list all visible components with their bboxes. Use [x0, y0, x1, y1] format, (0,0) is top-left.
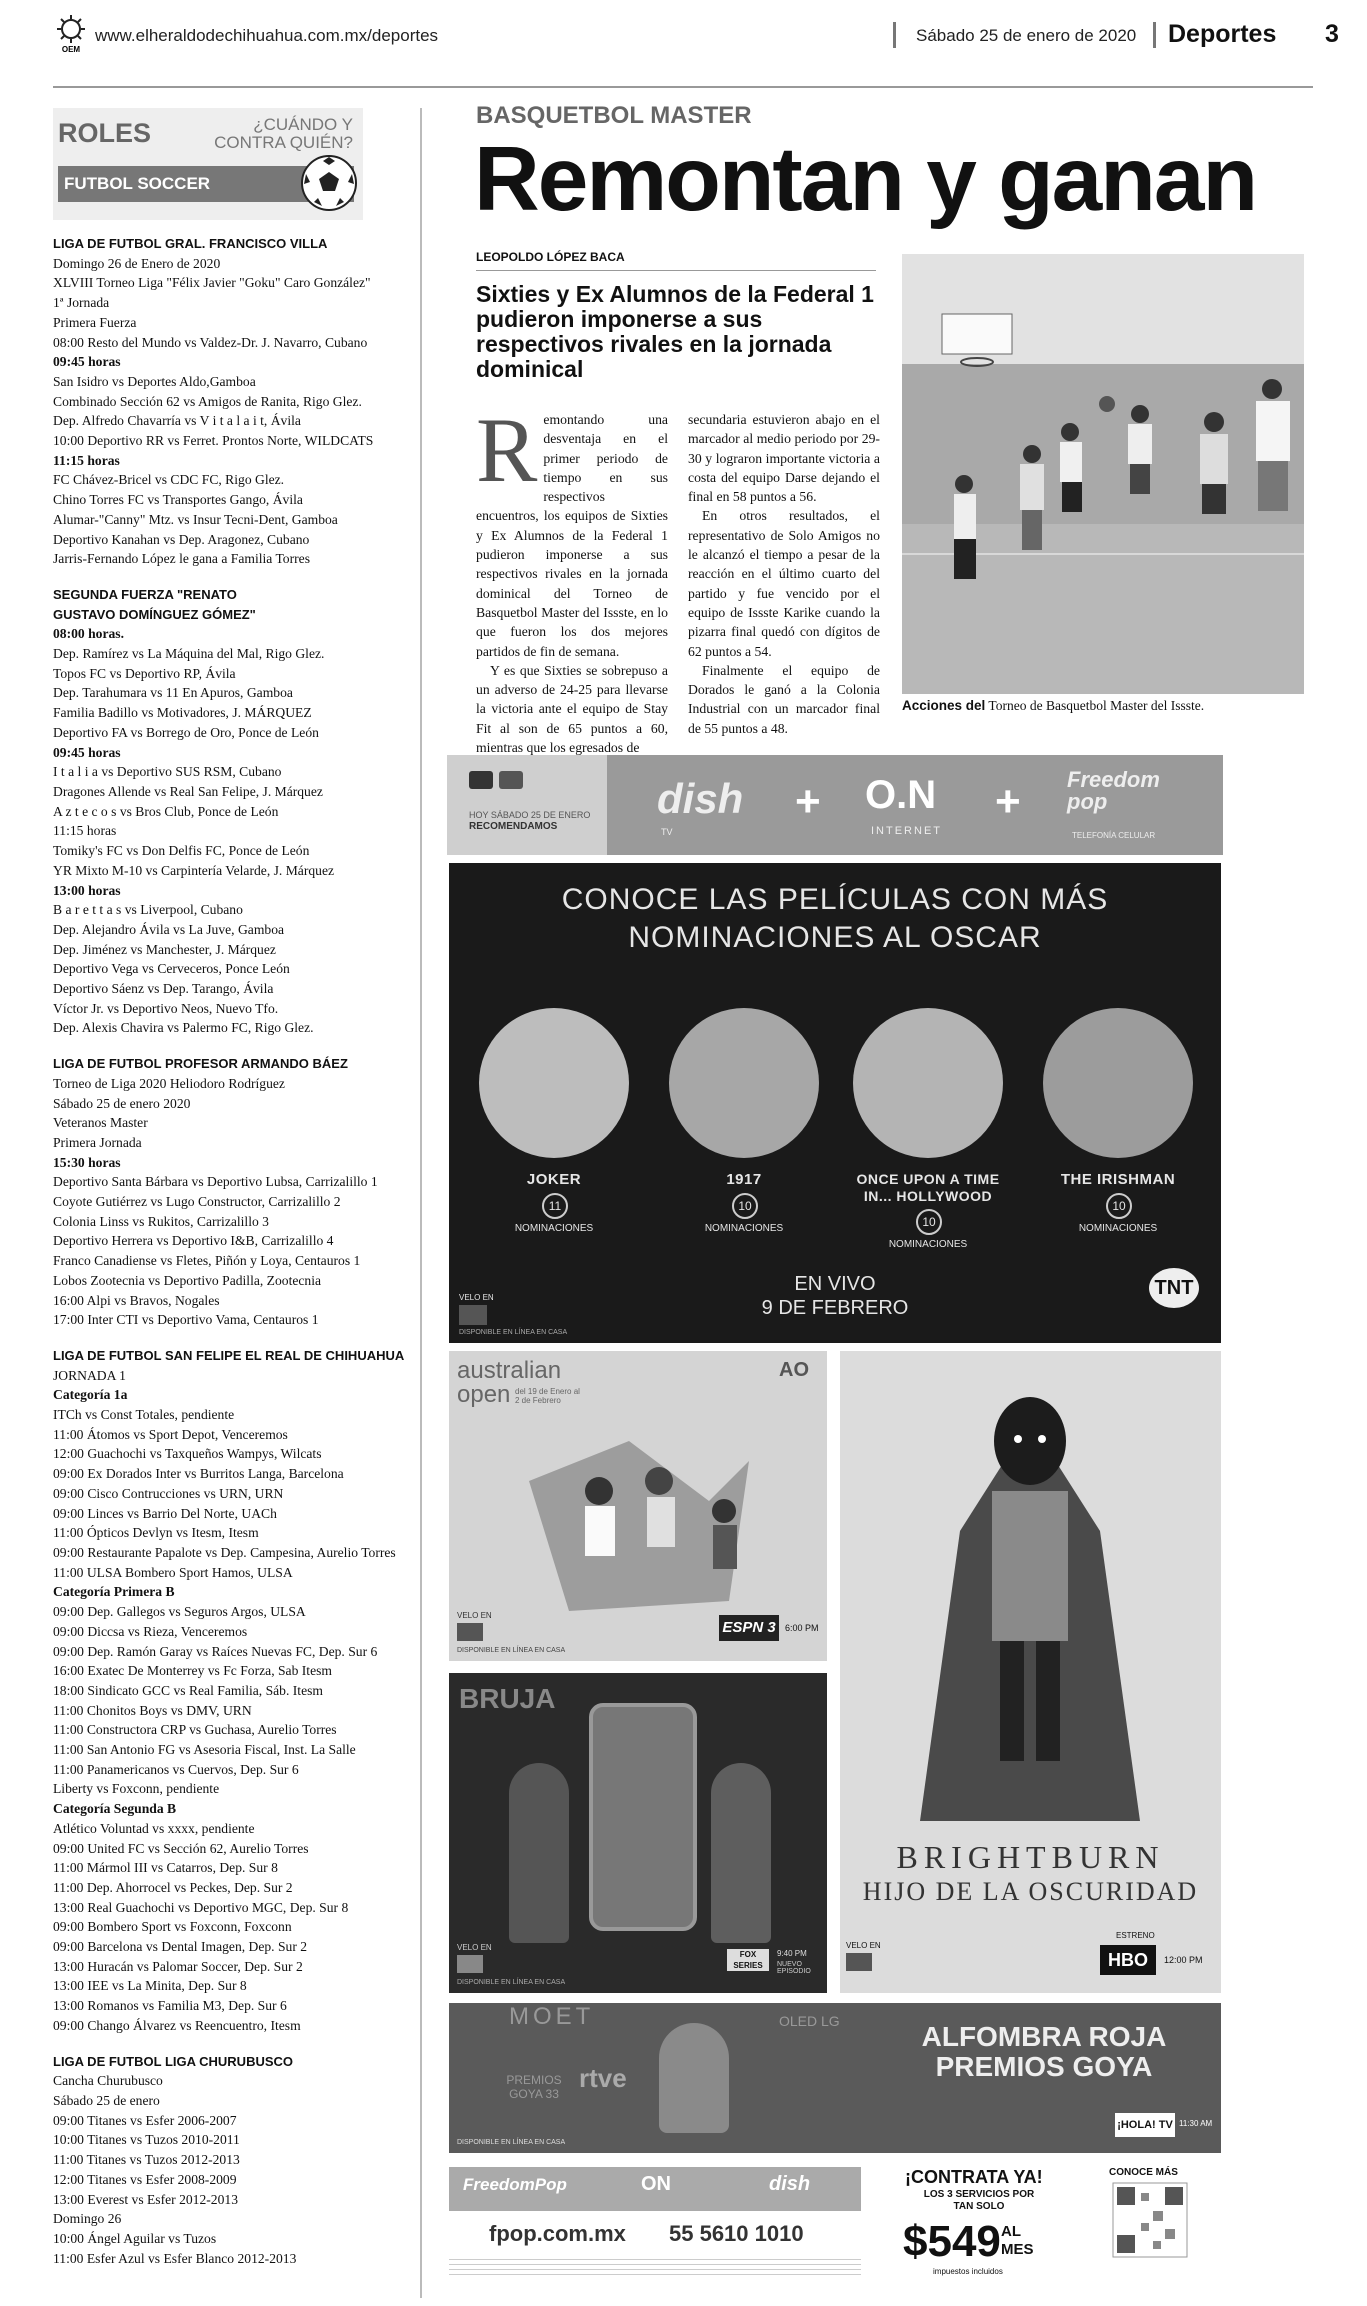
- match-line: 11:00 Dep. Ahorrocel vs Peckes, Dep. Sur 2: [53, 1879, 293, 1895]
- match-line: 10:00 Titanes vs Tuzos 2010-2011: [53, 2132, 240, 2148]
- tennis-players-illustration: [509, 1421, 769, 1621]
- oscar-title-1: CONOCE LAS PELÍCULAS CON MÁS: [561, 883, 1109, 916]
- oem-logo-icon: [53, 14, 89, 54]
- match-line: 18:00 Sindicato GCC vs Real Familia, Sáb. Itesm: [53, 1682, 323, 1698]
- on-brand: O.N: [865, 773, 937, 817]
- match-line: FC Chávez-Bricel vs CDC FC, Rigo Glez.: [53, 472, 285, 488]
- oscar-title-2: NOMINACIONES AL OSCAR: [628, 921, 1042, 954]
- match-line: 09:00 Diccsa vs Rieza, Venceremos: [53, 1623, 248, 1639]
- photo-caption: [902, 698, 1204, 714]
- divider: [893, 22, 896, 48]
- time-heading: 09:45 horas: [53, 354, 121, 370]
- match-line: 11:00 Chonitos Boys vs DMV, URN: [53, 1702, 252, 1718]
- freedompop-brand-sub: TELEFONÍA CELULAR: [1072, 831, 1156, 840]
- issue-date: Sábado 25 de enero de 2020: [916, 26, 1137, 45]
- page-number: 3: [1325, 20, 1339, 48]
- match-line: 09:00 Cisco Contrucciones vs URN, URN: [53, 1485, 284, 1501]
- espn3-logo: ESPN 3: [719, 1615, 779, 1641]
- on-logo-icon: [499, 771, 523, 789]
- nomination-label: NOMINACIONES: [704, 1223, 784, 1234]
- match-line: Deportivo Kanahan vs Dep. Aragonez, Cubano: [53, 531, 310, 547]
- tnt-logo: TNT: [1149, 1268, 1199, 1308]
- league-heading: LIGA DE FUTBOL LIGA CHURUBUSCO: [53, 2053, 294, 2069]
- article-kicker: BASQUETBOL MASTER: [476, 102, 752, 129]
- 1917-portrait: [669, 1008, 819, 1158]
- goya-title-1: ALFOMBRA ROJA: [921, 2021, 1167, 2052]
- cta-mes: MES: [1001, 2241, 1034, 2258]
- plus-icon: +: [995, 777, 1021, 826]
- match-line: Domingo 26: [53, 2211, 122, 2227]
- joker-portrait: [479, 1008, 629, 1158]
- match-line: 09:00 Chango Álvarez vs Reencuentro, Itesm: [53, 2017, 301, 2033]
- time-heading: Categoría Segunda B: [53, 1801, 177, 1817]
- league-heading: LIGA DE FUTBOL PROFESOR ARMANDO BÁEZ: [53, 1056, 348, 1072]
- espn3-time: 6:00 PM: [785, 1623, 819, 1633]
- match-line: 11:00 Esfer Azul vs Esfer Blanco 2012-2013: [53, 2250, 297, 2266]
- dish-small-logo-icon: [457, 1623, 483, 1641]
- match-line: 13:00 IEE vs La Minita, Dep. Sur 8: [53, 1978, 247, 1994]
- match-line: JORNADA 1: [53, 1367, 126, 1383]
- brightburn-promo: [840, 1351, 1221, 1993]
- match-line: Tomiky's FC vs Don Delfis FC, Ponce de León: [53, 843, 310, 859]
- header-rule: [53, 86, 1313, 88]
- conoce-mas: CONOCE MÁS: [1109, 2167, 1178, 2178]
- goya-title-2: PREMIOS GOYA: [935, 2051, 1153, 2082]
- fine-print: [449, 2255, 861, 2275]
- match-line: 13:00 Everest vs Esfer 2012-2013: [53, 2191, 238, 2207]
- match-line: 1ª Jornada: [53, 295, 110, 311]
- match-line: 13:00 Huracán vs Palomar Soccer, Dep. Sur 2: [53, 1958, 303, 1974]
- caption-text: Torneo de Basquetbol Master del Issste.: [985, 698, 1205, 713]
- live-date: 9 DE FEBRERO: [761, 1297, 909, 1319]
- match-line: 11:00 Panamericanos vs Cuervos, Dep. Sur 6: [53, 1761, 299, 1777]
- match-line: Deportivo Santa Bárbara vs Deportivo Lubsa, Carrizalillo 1: [53, 1174, 378, 1190]
- match-line: 09:00 Dep. Gallegos vs Seguros Argos, ULSA: [53, 1604, 306, 1620]
- ao-title-1: australian: [457, 1357, 562, 1384]
- match-line: Deportivo Vega vs Cerveceros, Ponce León: [53, 961, 290, 977]
- plus-icon: +: [795, 777, 821, 826]
- match-line: Coyote Gutiérrez vs Lugo Constructor, Carrizalillo 2: [53, 1194, 341, 1210]
- match-line: 13:00 Real Guachochi vs Deportivo MGC, Dep. Sur 8: [53, 1899, 349, 1915]
- velo-en: VELO EN: [846, 1941, 881, 1950]
- article-body-col2: [688, 410, 880, 738]
- match-line: 17:00 Inter CTI vs Deportivo Vama, Centauros 1: [53, 1312, 319, 1328]
- qr-code-icon[interactable]: [1113, 2183, 1187, 2257]
- match-line: Torneo de Liga 2020 Heliodoro Rodríguez: [53, 1075, 285, 1091]
- match-line: Familia Badillo vs Motivadores, J. MÁRQUEZ: [53, 705, 312, 721]
- match-line: 11:00 Constructora CRP vs Guchasa, Aurelio Torres: [53, 1722, 337, 1738]
- match-line: I t a l i a vs Deportivo SUS RSM, Cubano: [53, 764, 282, 780]
- match-line: Topos FC vs Deportivo RP, Ávila: [53, 665, 236, 681]
- nomination-label: NOMINACIONES: [888, 1239, 968, 1250]
- time-heading: 11:15 horas: [53, 452, 120, 468]
- hola-tv-logo: ¡HOLA! TV: [1115, 2113, 1175, 2137]
- hollywood-portrait: [853, 1008, 1003, 1158]
- match-line: 09:00 Bombero Sport vs Foxconn, Foxconn: [53, 1919, 292, 1935]
- match-line: 10:00 Ángel Aguilar vs Tuzos: [53, 2230, 217, 2246]
- paragraph: En otros resultados, el representativo de Solo Amigos no le alcanzó el tiempo a pesar de la reacción en el último cuarto del partido y fue vencido por el equipo de Issste Karike cuando la pizarra final quedó con dígitos de 62 puntos a 54.: [688, 508, 880, 659]
- match-line: 10:00 Deportivo RR vs Ferret. Prontos Norte, WILDCATS: [53, 433, 374, 449]
- fox-time: 9:40 PM: [777, 1949, 807, 1958]
- match-line: Atlético Voluntad vs xxxx, pendiente: [53, 1820, 255, 1836]
- roles-title: ROLES: [58, 118, 152, 148]
- time-heading: 15:30 horas: [53, 1154, 121, 1170]
- article-subhead: Sixties y Ex Alumnos de la Federal 1 pudieron imponerse a sus respectivos rivales en la jornada dominical: [476, 281, 874, 382]
- hola-time: 11:30 AM: [1179, 2119, 1213, 2128]
- dish-logo-icon: [469, 771, 493, 789]
- match-line: YR Mixto M-10 vs Carpintería Velarde, J. Márquez: [53, 862, 335, 878]
- match-line: 16:00 Alpi vs Bravos, Nogales: [53, 1292, 220, 1308]
- website[interactable]: fpop.com.mx: [489, 2221, 626, 2246]
- time-heading: Categoría 1a: [53, 1387, 128, 1403]
- actress-portrait: [659, 2023, 729, 2133]
- nomination-label: NOMINACIONES: [514, 1223, 594, 1234]
- velo-en: VELO EN: [459, 1293, 494, 1302]
- match-line: Víctor Jr. vs Deportivo Neos, Nuevo Tfo.: [53, 1000, 279, 1016]
- goya-bg-text: OLED LG: [779, 2013, 840, 2029]
- woman-figure-right: [711, 1763, 771, 1943]
- paragraph: Finalmente el equipo de Dorados le ganó a la Colonia Industrial con un marcador final de 55 puntos a 48.: [688, 662, 880, 736]
- roles-header: [53, 108, 363, 220]
- time-heading: 08:00 horas.: [53, 626, 124, 642]
- ao-logo: AO: [779, 1359, 809, 1381]
- estreno-label: ESTRENO: [1116, 1931, 1155, 1940]
- league-heading: GUSTAVO DOMÍNGUEZ GÓMEZ": [53, 606, 256, 622]
- movie-title: ONCE UPON A TIME IN... HOLLYWOOD: [856, 1171, 1000, 1204]
- match-line: 11:00 Titanes vs Tuzos 2012-2013: [53, 2152, 240, 2168]
- match-line: 11:00 Átomos vs Sport Depot, Venceremos: [53, 1426, 288, 1442]
- match-line: B a r e t t a s vs Liverpool, Cubano: [53, 902, 243, 918]
- linea-label: DISPONIBLE EN LÍNEA EN CASA: [457, 2139, 566, 2146]
- oscar-promo: [449, 863, 1221, 1343]
- match-line: Dep. Jiménez vs Manchester, J. Márquez: [53, 941, 276, 957]
- velo-en: VELO EN: [457, 1611, 492, 1620]
- match-line: 09:00 Linces vs Barrio Del Norte, UACh: [53, 1505, 277, 1521]
- movie-title: 1917: [726, 1171, 762, 1188]
- fox-episode: NUEVO EPISODIO: [777, 1961, 811, 1975]
- match-line: Franco Canadiense vs Fletes, Piñón y Loya, Centauros 1: [53, 1253, 361, 1269]
- match-line: A z t e c o s vs Bros Club, Ponce de León: [53, 803, 279, 819]
- live-label: EN VIVO: [794, 1273, 876, 1295]
- dish-small-logo-icon: [459, 1305, 487, 1325]
- match-line: 13:00 Romanos vs Familia M3, Dep. Sur 6: [53, 1998, 287, 2014]
- match-line: 08:00 Resto del Mundo vs Valdez-Dr. J. Navarro, Cubano: [53, 334, 368, 350]
- match-line: Dep. Alejandro Ávila vs La Juve, Gamboa: [53, 921, 285, 937]
- article-body-col1: [476, 399, 668, 757]
- match-line: Colonia Linss vs Rukitos, Carrizalillo 3: [53, 1213, 269, 1229]
- match-line: 11:00 Mármol III vs Catarros, Dep. Sur 8: [53, 1860, 278, 1876]
- dish-brand-sub: TV: [661, 827, 673, 837]
- on-small: ON: [641, 2173, 671, 2195]
- ad-date: HOY SÁBADO 25 DE ENERO: [469, 810, 591, 820]
- match-line: 09:00 Dep. Ramón Garay vs Raíces Nuevas FC, Dep. Sur 6: [53, 1643, 378, 1659]
- article-headline: Remontan y ganan: [474, 129, 1257, 230]
- bruja-title: BRUJA: [459, 1683, 556, 1714]
- match-line: Deportivo FA vs Borrego de Oro, Ponce de León: [53, 724, 319, 740]
- league-heading: LIGA DE FUTBOL GRAL. FRANCISCO VILLA: [53, 236, 328, 251]
- match-line: Sábado 25 de enero 2020: [53, 1095, 191, 1111]
- roles-column: [53, 108, 405, 2298]
- match-line: ITCh vs Const Totales, pendiente: [53, 1407, 235, 1423]
- linea-label: DISPONIBLE EN LÍNEA EN CASA: [457, 1979, 566, 1986]
- bruja-promo: [449, 1673, 827, 1993]
- match-line: 11:00 Ópticos Devlyn vs Itesm, Itesm: [53, 1525, 259, 1541]
- australian-open-promo: [449, 1351, 827, 1661]
- nomination-label: NOMINACIONES: [1078, 1223, 1158, 1234]
- match-line: 09:00 United FC vs Sección 62, Aurelio Torres: [53, 1840, 309, 1856]
- ao-title-2: open: [457, 1381, 511, 1408]
- basketball-photo: [902, 254, 1304, 694]
- phone-illustration: [589, 1703, 697, 1931]
- soccer-ball-icon: [300, 154, 358, 212]
- dish-small: dish: [769, 2173, 811, 2195]
- match-line: Dep. Alexis Chavira vs Palermo FC, Rigo Glez.: [53, 1020, 314, 1036]
- logo-text: OEM: [61, 45, 81, 54]
- contract-bar: [449, 2163, 1221, 2281]
- irishman-portrait: [1043, 1008, 1193, 1158]
- match-line: Jarris-Fernando López le gana a Familia Torres: [53, 551, 310, 567]
- dish-small-logo-icon: [846, 1953, 872, 1971]
- match-line: Dragones Allende vs Real San Felipe, J. Márquez: [53, 783, 323, 799]
- hbo-time: 12:00 PM: [1164, 1955, 1203, 1965]
- linea-label: DISPONIBLE EN LÍNEA EN CASA: [459, 1329, 568, 1336]
- fox-series-logo: FOX SERIES: [727, 1949, 769, 1971]
- section-name: Deportes: [1168, 20, 1277, 48]
- match-line: Primera Jornada: [53, 1134, 142, 1150]
- nomination-count: 11: [542, 1193, 568, 1219]
- cta-al: AL: [1001, 2223, 1021, 2240]
- goya-bg-text: PREMIOS GOYA 33: [506, 2073, 562, 2101]
- match-line: 11:15 horas: [53, 823, 117, 839]
- linea-label: DISPONIBLE EN LÍNEA EN CASA: [457, 1647, 566, 1654]
- cta-title: ¡CONTRATA YA!: [905, 2167, 1043, 2187]
- match-line: Lobos Zootecnia vs Deportivo Padilla, Zootecnia: [53, 1272, 322, 1288]
- column-rule: [420, 108, 422, 2298]
- article-byline: LEOPOLDO LÓPEZ BACA: [476, 250, 625, 264]
- match-line: 09:00 Barcelona vs Dental Imagen, Dep. Sur 2: [53, 1939, 308, 1955]
- match-line: 09:00 Titanes vs Esfer 2006-2007: [53, 2112, 237, 2128]
- match-line: Veteranos Master: [53, 1115, 148, 1131]
- match-line: Dep. Ramírez vs La Máquina del Mal, Rigo Glez.: [53, 646, 325, 662]
- match-line: XLVIII Torneo Liga "Félix Javier "Goku" Caro González": [53, 275, 371, 291]
- paragraph: emontando una desventaja en el primer periodo de tiempo en sus respectivos encuentros, los equipos de Sixties y Ex Alumnos de la Federal 1 pudieron imponerse a sus respectivos rivales en la jornada dominical del Torneo de Basquetbol Master del Issste, en lo que fueron los dos mejores partidos de fin de semana.: [476, 412, 668, 659]
- freedompop-small: FreedomPop: [463, 2175, 567, 2194]
- roles-question: ¿CUÁNDO Y CONTRA QUIÉN?: [214, 115, 353, 152]
- phone-number[interactable]: 55 5610 1010: [669, 2221, 804, 2246]
- match-line: 11:00 ULSA Bombero Sport Hamos, ULSA: [53, 1564, 293, 1580]
- ad-banner-top: [447, 755, 1223, 855]
- advertisement: [445, 753, 1233, 2283]
- nomination-count: 10: [1106, 1193, 1132, 1219]
- ao-dates: del 19 de Enero al 2 de Febrero: [515, 1387, 580, 1405]
- brightburn-subtitle: HIJO DE LA OSCURIDAD: [862, 1877, 1199, 1906]
- cta-subtitle: LOS 3 SERVICIOS POR TAN SOLO: [923, 2189, 1035, 2212]
- match-line: 09:00 Ex Dorados Inter vs Burritos Langa, Barcelona: [53, 1466, 344, 1482]
- time-heading: 13:00 horas: [53, 882, 121, 898]
- match-line: 16:00 Exatec De Monterrey vs Fc Forza, Sab Itesm: [53, 1663, 332, 1679]
- woman-figure-left: [509, 1763, 569, 1943]
- cta-tax: impuestos incluidos: [933, 2267, 1003, 2276]
- goya-bg-text: rtve: [579, 2063, 627, 2093]
- brightburn-title: BRIGHTBURN: [896, 1839, 1165, 1875]
- match-line: Primera Fuerza: [53, 314, 137, 330]
- on-brand-sub: INTERNET: [871, 825, 942, 837]
- nomination-count: 10: [916, 1209, 942, 1235]
- futbol-soccer-band: [58, 166, 354, 202]
- nomination-count: 10: [732, 1193, 758, 1219]
- match-line: Cancha Churubusco: [53, 2073, 163, 2089]
- match-line: Deportivo Sáenz vs Dep. Tarango, Ávila: [53, 981, 274, 997]
- goya-bg-text: MOET: [509, 2003, 595, 2030]
- match-line: 12:00 Titanes vs Esfer 2008-2009: [53, 2171, 237, 2187]
- divider: [1153, 22, 1156, 48]
- schedule-list: [53, 220, 405, 2268]
- futbol-soccer-label: FUTBOL SOCCER: [64, 174, 211, 193]
- match-line: Combinado Sección 62 vs Amigos de Ranita, Rigo Glez.: [53, 393, 362, 409]
- velo-en: VELO EN: [457, 1943, 492, 1952]
- match-line: Sábado 25 de enero: [53, 2092, 160, 2108]
- dish-small-logo-icon: [457, 1955, 483, 1973]
- match-line: Alumar-"Canny" Mtz. vs Insur Tecni-Dent, Gamboa: [53, 511, 338, 527]
- match-line: Chino Torres FC vs Transportes Gango, Ávila: [53, 492, 303, 508]
- drop-cap: R: [476, 399, 538, 501]
- match-line: Dep. Alfredo Chavarría vs V i t a l a i t, Ávila: [53, 413, 301, 429]
- match-line: San Isidro vs Deportes Aldo,Gamboa: [53, 373, 256, 389]
- byline-rule: [476, 270, 876, 271]
- caption-bold: Acciones del: [902, 698, 986, 713]
- dish-brand: dish: [657, 775, 744, 822]
- ad-recommend: RECOMENDAMOS: [469, 821, 558, 832]
- match-line: Domingo 26 de Enero de 2020: [53, 255, 221, 271]
- league-heading: SEGUNDA FUERZA "RENATO: [53, 586, 237, 602]
- movie-title: JOKER: [526, 1171, 582, 1188]
- paragraph: secundaria estuvieron abajo en el marcador al medio periodo por 29-30 y lograron importante victoria a costa del equipo Darse dejando el final en 58 puntos a 56.: [688, 412, 880, 505]
- match-line: 11:00 San Antonio FG vs Asesoria Fiscal, Inst. La Salle: [53, 1742, 356, 1758]
- cta-price: $549: [903, 2217, 1001, 2266]
- match-line: Dep. Tarahumara vs 11 En Apuros, Gamboa: [53, 685, 293, 701]
- site-url[interactable]: www.elheraldodechihuahua.com.mx/deportes: [95, 26, 439, 45]
- brightburn-figure-illustration: [900, 1381, 1160, 1851]
- match-line: 12:00 Guachochi vs Taxqueños Wampys, Wilcats: [53, 1446, 322, 1462]
- time-heading: Categoría Primera B: [53, 1584, 175, 1600]
- paragraph: Y es que Sixties se sobrepuso a un adverso de 24-25 para llevarse la victoria ante el equipo de Stay Fit al son de 65 puntos a 60, mientras que los egresados de: [476, 662, 668, 756]
- ad-date-box: [447, 755, 607, 855]
- league-heading: LIGA DE FUTBOL SAN FELIPE EL REAL DE CHIHUAHUA: [53, 1347, 405, 1363]
- match-line: Liberty vs Foxconn, pendiente: [53, 1781, 220, 1797]
- match-line: Deportivo Herrera vs Deportivo I&B, Carrizalillo 4: [53, 1233, 334, 1249]
- freedompop-brand: Freedom pop: [1067, 767, 1160, 814]
- time-heading: 09:45 horas: [53, 744, 121, 760]
- match-line: 09:00 Restaurante Papalote vs Dep. Campesina, Aurelio Torres: [53, 1545, 396, 1560]
- hbo-logo: HBO: [1100, 1945, 1156, 1975]
- page-header: [53, 14, 1339, 66]
- movie-title: THE IRISHMAN: [1060, 1171, 1176, 1188]
- goya-promo: [449, 2003, 1221, 2153]
